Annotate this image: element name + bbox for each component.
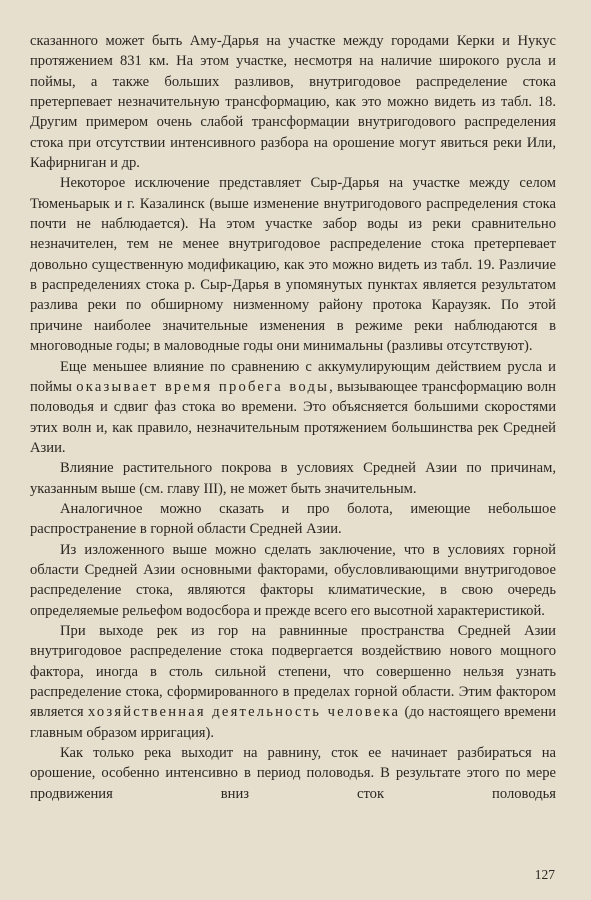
paragraph-text: Влияние растительного покрова в условиях Средней Азии по причинам, указанным выше (см. главу III), не может быть значительным. [30, 460, 556, 497]
paragraph-1 [30, 31, 556, 173]
spaced-emphasis: хозяйственная деятельность человека [87, 704, 401, 721]
paragraph-text: (до настоящего времени главным образом ирригация). [30, 704, 557, 741]
paragraph-8 [30, 743, 556, 804]
paragraph-text: , вызывающее трансформацию волн половодья и сдвиг фаз стока во времени. Это объясняется большими скоростями этих волн и, как правило, незначительным протяжением большинства рек Средней Азии. [30, 378, 556, 456]
paragraph-2 [30, 173, 556, 356]
paragraph-text: При выходе рек из гор на равнинные пространства Средней Азии внутригодовое распределение стока подвергается воздействию нового мощного фактора, иногда в столь сильной степени, что совершенно нельзя узнать распределение стока, сформированного в пределах горной области. Этим фактором является [30, 622, 556, 721]
paragraph-7 [30, 621, 556, 743]
paragraph-text: Некоторое исключение представляет Сыр-Дарья на участке между селом Тюменьарык и г. Казалинск (выше изменение внутригодового распределения стока почти не наблюдается). На этом участке забор воды из реки сравнительно незначителен, тем не менее внутригодовое распределение стока претерпевает довольно существенную модификацию, как это можно видеть из табл. 19. Различие в распределениях стока р. Сыр-Дарья в упомянутых пунктах является результатом разлива реки по обширному низменному району протока Караузяк. По этой причине наиболее значительные изменения в режиме реки наблюдаются в многоводные годы; в маловодные годы они минимальны (разливы отсутствуют). [30, 175, 556, 355]
paragraph-text: сказанного может быть Аму-Дарья на участке между городами Керки и Нукус протяжением 831 км. На этом участке, несмотря на наличие широкого русла и поймы, а также больших разливов, внутригодовое распределение стока претерпевает незначительную трансформацию, как это можно видеть из табл. 18. Другим примером очень слабой трансформации внутригодового распределения стока при отсутствии интенсивного разбора на орошение могут явиться реки Или, Кафирниган и др. [30, 33, 556, 172]
paragraph-text: Как только река выходит на равнину, сток ее начинает разбираться на орошение, особенно интенсивно в период половодья. В результате этого по мере продвижения вниз сток половодья [30, 745, 556, 802]
paragraph-6 [30, 540, 556, 621]
paragraph-4 [30, 458, 556, 499]
paragraph-5 [30, 499, 556, 540]
body-text [30, 31, 556, 804]
paragraph-text: Еще меньшее влияние по сравнению с аккумулирующим действием русла и поймы [30, 358, 556, 395]
paragraph-text: Из изложенного выше можно сделать заключение, что в условиях горной области Средней Азии основными факторами, обусловливающими внутригодовое распределение стока, являются факторы климатические, в свою очередь определяемые рельефом водосбора и прежде всего его высотной характеристикой. [30, 541, 556, 619]
paragraph-3 [30, 357, 556, 459]
page-number: 127 [534, 867, 555, 882]
paragraph-text: Аналогичное можно сказать и про болота, имеющие небольшое распространение в горной области Средней Азии. [30, 500, 556, 538]
spaced-emphasis: оказывает время пробега воды [76, 378, 330, 395]
